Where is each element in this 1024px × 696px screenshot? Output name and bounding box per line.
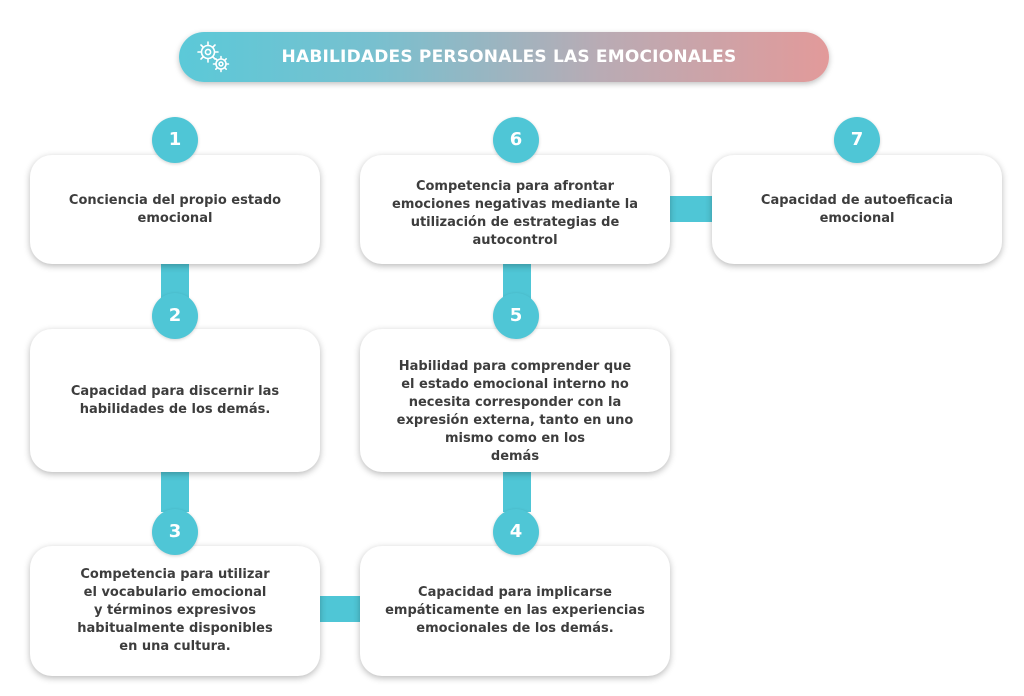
step-badge-5: 5	[493, 293, 539, 339]
connector-6-7	[670, 196, 712, 222]
step-card-5	[360, 329, 670, 472]
step-card-4	[360, 546, 670, 676]
step-text-3: Competencia para utilizar el vocabulario emocional y términos expresivos habitualmente disponibles en una cultura.	[77, 567, 273, 654]
step-badge-7: 7	[834, 117, 880, 163]
step-text-6: Competencia para afrontar emociones negativas mediante la utilización de estrategias de autocontrol	[392, 178, 638, 248]
step-badge-1: 1	[152, 117, 198, 163]
step-text-5: Habilidad para comprender que el estado emocional interno no necesita corresponder con la expresión externa, tanto en uno mismo como en los demás	[396, 358, 634, 464]
connector-3-4	[320, 596, 360, 622]
step-text-2: Capacidad para discernir las habilidades de los demás.	[70, 383, 280, 417]
step-badge-2: 2	[152, 293, 198, 339]
step-badge-3: 3	[152, 509, 198, 555]
step-card-3	[30, 546, 320, 676]
step-text-4: Capacidad para implicarse empáticamente en las experiencias emocionales de los demás.	[385, 585, 645, 636]
step-text-7: Capacidad de autoeficacia emocional	[760, 192, 954, 226]
step-badge-4: 4	[493, 509, 539, 555]
step-card-6	[360, 155, 670, 264]
title-banner	[179, 32, 829, 82]
connector-2-3	[161, 472, 189, 512]
step-badge-6: 6	[493, 117, 539, 163]
step-card-2	[30, 329, 320, 472]
step-card-7	[712, 155, 1002, 264]
connector-4-5	[503, 472, 531, 512]
page-title: HABILIDADES PERSONALES LAS EMOCIONALES	[281, 47, 737, 67]
step-card-1	[30, 155, 320, 264]
step-text-1: Conciencia del propio estado emocional	[68, 192, 282, 226]
